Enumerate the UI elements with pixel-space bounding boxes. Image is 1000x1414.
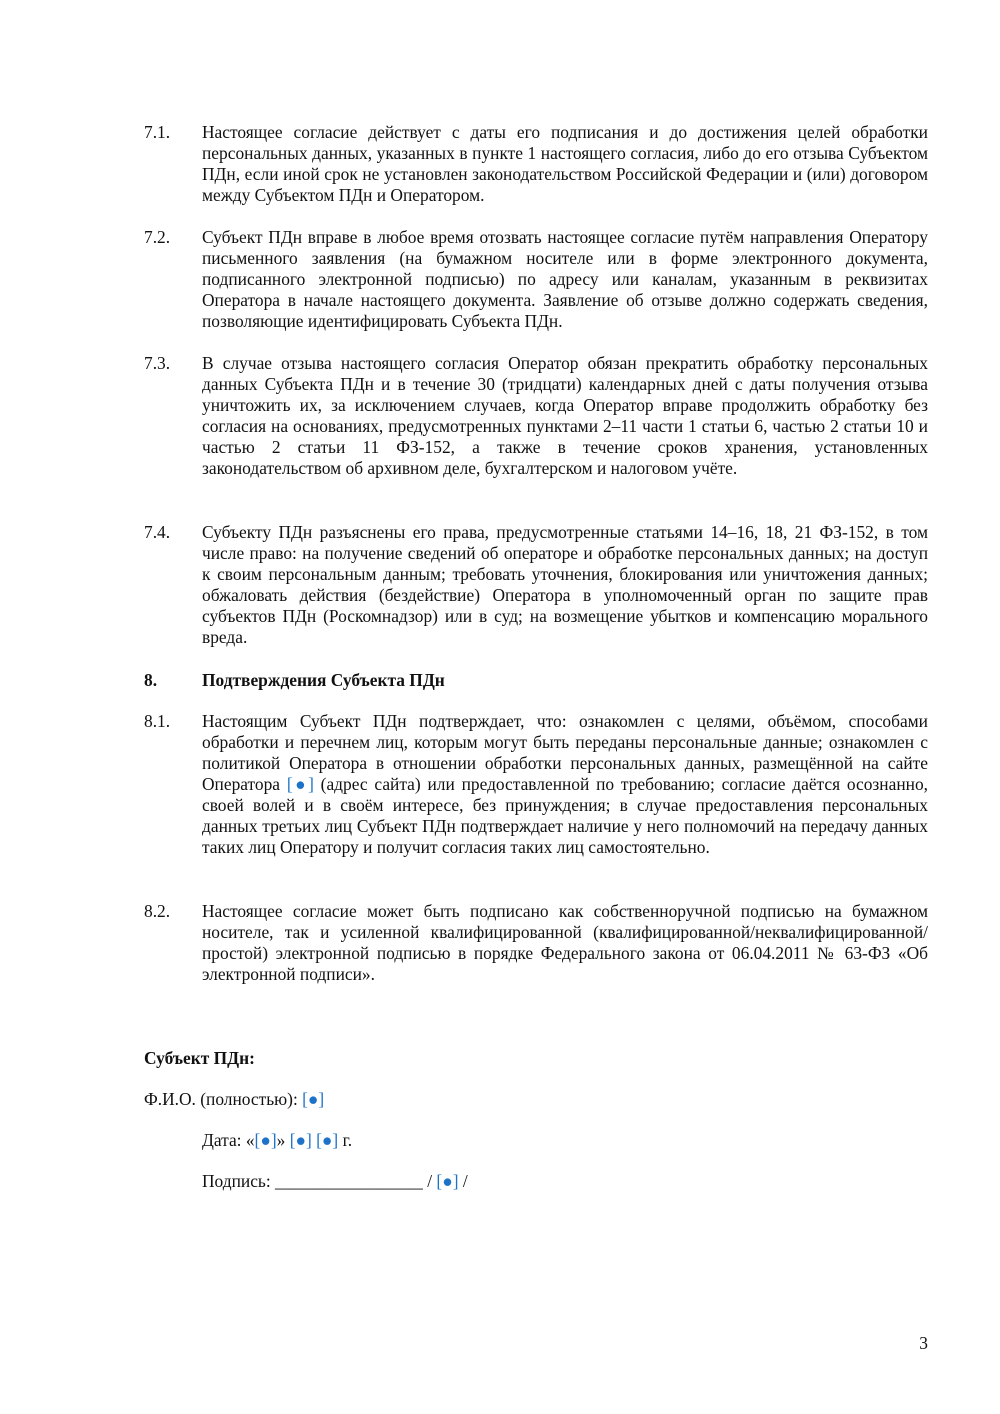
clause-text: Субъект ПДн вправе в любое время отозвать настоящее согласие путём направления Оператору письменного заявления (на бумажном носителе или в форме электронного документа, подписанного электронной подписью) по адресу или каналам, указанным в реквизитах Оператора в начале настоящего документа. Заявление об отзыве должно содержать сведения, позволяющие идентифицировать Субъекта ПДн.: [202, 227, 928, 331]
clause-text: Настоящее согласие действует с даты его подписания и до достижения целей обработки персональных данных, указанных в пункте 1 настоящего согласия, либо до его отзыва Субъектом ПДн, если иной срок не установлен законодательством Российской Федерации и (или) договором между Субъектом ПДн и Оператором.: [202, 122, 928, 205]
date-month-placeholder: [●]: [289, 1130, 312, 1150]
placeholder-site-address: [●]: [286, 774, 314, 794]
date-suffix: г.: [338, 1130, 353, 1150]
clause-text-part: (адрес сайта) или предоставленной по требованию; согласие даётся осознанно, своей волей и в своём интересе, без принуждения; в случае предоставления персональных данных третьих лиц Субъект ПДн подтверждает наличие у него полномочий на передачу данных таких лиц Оператору и получит согласия таких лиц самостоятельно.: [202, 774, 928, 857]
clause-text-part: Настоящим Субъект ПДн подтверждает, что: ознакомлен с целями, объёмом, способами обработки и перечнем лиц, которым могут быть переданы персональные данные; ознакомлен с политикой Оператора в отношении обработки персональных данных, размещённой на сайте Оператора: [202, 711, 928, 794]
clause-7-3: [144, 353, 928, 479]
signature-suffix: /: [458, 1171, 468, 1191]
date-year-placeholder: [●]: [316, 1130, 339, 1150]
clause-number: 7.3.: [144, 353, 171, 373]
clause-text: Настоящее согласие может быть подписано как собственноручной подписью на бумажном носителе, так и усиленной квалифицированной (квалифицированной/неквалифицированной/простой) электронной подписью в порядке Федерального закона от 06.04.2011 № 63-ФЗ «Об электронной подписи».: [202, 901, 928, 984]
clause-8-2: [144, 901, 928, 985]
date-label: Дата: «: [202, 1130, 255, 1150]
date-day-placeholder: [●]: [254, 1130, 277, 1150]
fio-placeholder: [●]: [302, 1089, 325, 1109]
date-line: [202, 1130, 352, 1151]
signature-label: Подпись: _________________ /: [202, 1171, 437, 1191]
clause-number: 7.2.: [144, 227, 171, 247]
date-separator: »: [276, 1130, 290, 1150]
page-number: 3: [919, 1333, 928, 1353]
signature-heading: Субъект ПДн:: [144, 1048, 255, 1068]
clause-8-1: [144, 711, 928, 858]
clause-text: В случае отзыва настоящего согласия Оператор обязан прекратить обработку персональных данных Субъекта ПДн и в течение 30 (тридцати) календарных дней с даты получения отзыва уничтожить их, за исключением случаев, когда Оператор вправе продолжить обработку без согласия на основаниях, предусмотренных пунктами 2–11 части 1 статьи 6, частью 2 статьи 10 и частью 2 статьи 11 ФЗ-152, а также в течение сроков хранения, установленных законодательством об архивном деле, бухгалтерском и налоговом учёте.: [202, 353, 928, 478]
clause-number: 8.2.: [144, 901, 171, 921]
signature-line: [202, 1171, 468, 1192]
clause-number: 7.1.: [144, 122, 171, 142]
clause-number: 7.4.: [144, 522, 171, 542]
fio-line: [144, 1089, 324, 1110]
clause-number: 8.1.: [144, 711, 171, 731]
clause-text: [202, 711, 928, 858]
fio-label: Ф.И.О. (полностью):: [144, 1089, 303, 1109]
clause-7-4: [144, 522, 928, 648]
section-number: 8.: [144, 670, 158, 690]
signature-name-placeholder: [●]: [436, 1171, 459, 1191]
clause-7-2: [144, 227, 928, 332]
section-title: Подтверждения Субъекта ПДн: [202, 670, 445, 690]
clause-text: Субъекту ПДн разъяснены его права, предусмотренные статьями 14–16, 18, 21 ФЗ-152, в том числе право: на получение сведений об операторе и обработке персональных данных; на доступ к своим персональным данным; требовать уточнения, блокирования или уничтожения данных; обжаловать действия (бездействие) Оператора в уполномоченный орган по защите прав субъектов ПДн (Роскомнадзор) или в суд; на возмещение убытков и компенсацию морального вреда.: [202, 522, 928, 647]
clause-7-1: [144, 122, 928, 206]
section-8-heading: [144, 670, 928, 691]
